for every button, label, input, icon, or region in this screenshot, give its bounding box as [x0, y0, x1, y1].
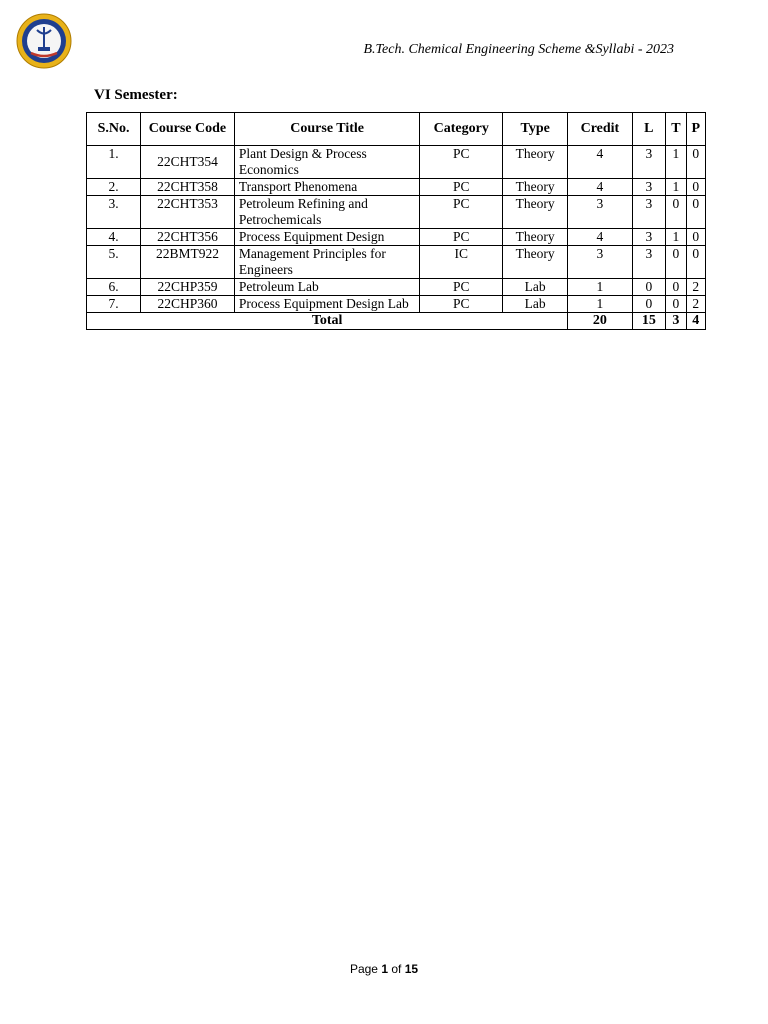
table-header-row [87, 113, 706, 146]
cell-category: IC [420, 246, 503, 279]
cell-l: 3 [632, 196, 666, 229]
cell-t: 1 [666, 146, 686, 179]
table-row [87, 296, 706, 313]
cell-sno: 6. [87, 279, 141, 296]
cell-category: PC [420, 196, 503, 229]
total-t: 3 [666, 313, 686, 330]
cell-credit: 4 [568, 179, 632, 196]
cell-course-code: 22CHT356 [141, 229, 235, 246]
cell-course-title: Process Equipment Design [234, 229, 420, 246]
total-credit: 20 [568, 313, 632, 330]
cell-type: Theory [503, 246, 568, 279]
page-current: 1 [381, 962, 388, 976]
cell-type: Lab [503, 279, 568, 296]
cell-t: 0 [666, 246, 686, 279]
cell-p: 0 [686, 196, 705, 229]
cell-sno: 7. [87, 296, 141, 313]
cell-category: PC [420, 229, 503, 246]
cell-sno: 3. [87, 196, 141, 229]
cell-l: 3 [632, 246, 666, 279]
cell-t: 1 [666, 179, 686, 196]
cell-l: 3 [632, 179, 666, 196]
cell-credit: 4 [568, 146, 632, 179]
cell-p: 0 [686, 246, 705, 279]
semester-heading: VI Semester: [94, 87, 178, 103]
page-of: of [391, 962, 402, 976]
column-header-course-title: Course Title [234, 113, 420, 146]
total-l: 15 [632, 313, 666, 330]
cell-credit: 4 [568, 229, 632, 246]
cell-course-title: Process Equipment Design Lab [234, 296, 420, 313]
cell-credit: 1 [568, 279, 632, 296]
column-header-credit: Credit [568, 113, 632, 146]
cell-course-title: Management Principles for Engineers [234, 246, 420, 279]
cell-p: 0 [686, 229, 705, 246]
column-header-category: Category [420, 113, 503, 146]
cell-course-code: 22CHP359 [141, 279, 235, 296]
cell-course-code: 22CHT358 [141, 179, 235, 196]
cell-t: 0 [666, 279, 686, 296]
column-header-type: Type [503, 113, 568, 146]
table-row [87, 279, 706, 296]
cell-credit: 3 [568, 196, 632, 229]
cell-category: PC [420, 179, 503, 196]
cell-l: 3 [632, 146, 666, 179]
total-label: Total [87, 313, 568, 330]
cell-course-code: 22BMT922 [141, 246, 235, 279]
cell-category: PC [420, 146, 503, 179]
course-table [86, 112, 706, 330]
cell-category: PC [420, 279, 503, 296]
page-total: 15 [404, 962, 419, 976]
cell-category: PC [420, 296, 503, 313]
cell-course-title: Petroleum Lab [234, 279, 420, 296]
cell-t: 1 [666, 229, 686, 246]
cell-t: 0 [666, 196, 686, 229]
column-header-t: T [666, 113, 686, 146]
cell-sno: 2. [87, 179, 141, 196]
cell-p: 2 [686, 296, 705, 313]
cell-type: Theory [503, 146, 568, 179]
table-row [87, 229, 706, 246]
cell-course-code: 22CHT353 [141, 196, 235, 229]
cell-sno: 4. [87, 229, 141, 246]
cell-p: 0 [686, 179, 705, 196]
page-number [0, 962, 768, 976]
cell-sno: 1. [87, 146, 141, 179]
cell-t: 0 [666, 296, 686, 313]
cell-l: 0 [632, 279, 666, 296]
column-header-course-code: Course Code [141, 113, 235, 146]
column-header-l: L [632, 113, 666, 146]
cell-course-code: 22CHP360 [141, 296, 235, 313]
table-row [87, 196, 706, 229]
table-row [87, 146, 706, 179]
cell-credit: 3 [568, 246, 632, 279]
total-row [87, 313, 706, 330]
column-header-sno: S.No. [87, 113, 141, 146]
table-row [87, 179, 706, 196]
document-header-title: B.Tech. Chemical Engineering Scheme &Syllabi - 2023 [363, 42, 674, 57]
cell-course-code: 22CHT354 [141, 146, 235, 179]
column-header-p: P [686, 113, 705, 146]
cell-type: Theory [503, 179, 568, 196]
cell-course-title: Plant Design & Process Economics [234, 146, 420, 179]
cell-course-title: Transport Phenomena [234, 179, 420, 196]
cell-p: 0 [686, 146, 705, 179]
cell-p: 2 [686, 279, 705, 296]
cell-type: Theory [503, 229, 568, 246]
total-p: 4 [686, 313, 705, 330]
cell-l: 0 [632, 296, 666, 313]
cell-course-title: Petroleum Refining and Petrochemicals [234, 196, 420, 229]
cell-type: Lab [503, 296, 568, 313]
cell-type: Theory [503, 196, 568, 229]
cell-l: 3 [632, 229, 666, 246]
cell-sno: 5. [87, 246, 141, 279]
university-seal-icon [16, 13, 72, 69]
cell-credit: 1 [568, 296, 632, 313]
page-prefix: Page [349, 962, 378, 976]
table-row [87, 246, 706, 279]
